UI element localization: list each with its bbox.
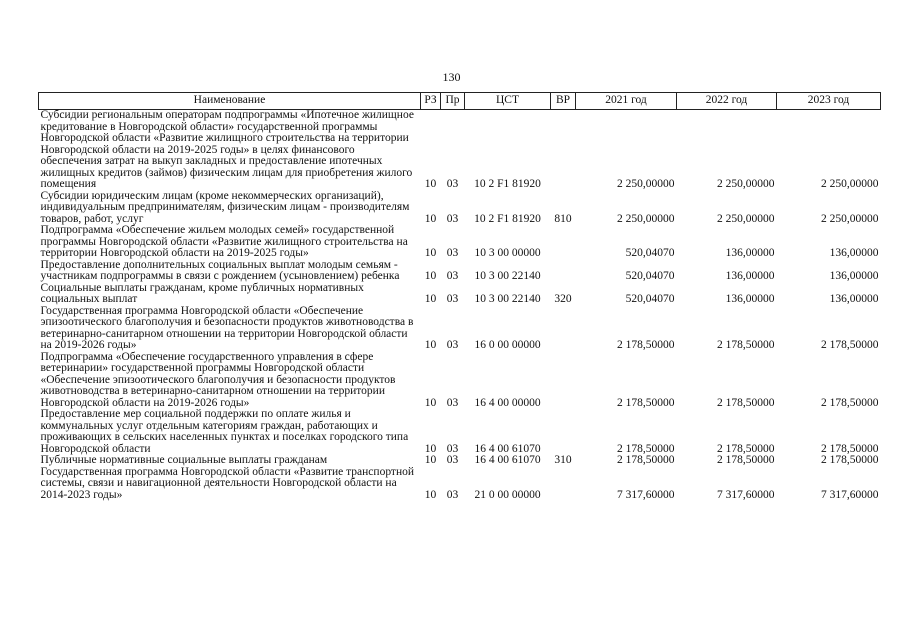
row-cst: 16 0 00 00000 bbox=[474, 339, 541, 351]
row-rz: 10 bbox=[424, 270, 437, 282]
row-2023: 2 250,00000 bbox=[821, 178, 879, 190]
table-row bbox=[39, 191, 881, 226]
row-name: Субсидии региональным операторам подпрограммы «Ипотечное жилищное кредитование в Новгородской области» государственной программы Новгородской области «Развитие жилищного строительства на территории Новгородской области на 2019-2025 годы» в целях финансового обеспечения затрат на выкуп закладных и предоставление ипотечных жилищных кредитов (займов) физическим лицам для приобретения жилого помещения bbox=[40, 109, 414, 190]
row-2022: 2 250,00000 bbox=[717, 178, 775, 190]
row-pr: 03 bbox=[446, 212, 459, 225]
table-row bbox=[39, 110, 881, 191]
row-2022: 7 317,60000 bbox=[717, 488, 775, 501]
row-name: Государственная программа Новгородской области «Развитие транспортной системы, связи и навигационной деятельности Новгородской области на 2014-2023 годы» bbox=[40, 465, 415, 501]
col-header-2022: 2022 год bbox=[677, 93, 777, 110]
row-rz: 10 bbox=[424, 247, 437, 259]
row-vr bbox=[551, 306, 576, 352]
col-header-vr: ВР bbox=[551, 93, 576, 110]
row-pr: 03 bbox=[446, 396, 459, 409]
row-2023: 136,00000 bbox=[829, 247, 879, 259]
row-2023: 136,00000 bbox=[829, 270, 879, 282]
row-rz: 10 bbox=[424, 442, 437, 455]
row-cst: 16 4 00 61070 bbox=[474, 442, 541, 455]
row-2022: 136,00000 bbox=[725, 293, 775, 305]
row-rz: 10 bbox=[424, 293, 437, 305]
row-cst: 10 2 F1 81920 bbox=[474, 212, 541, 225]
table-row bbox=[39, 352, 881, 410]
row-vr bbox=[551, 467, 576, 502]
row-vr: 320 bbox=[554, 293, 572, 305]
row-name: Социальные выплаты гражданам, кроме публичных нормативных социальных выплат bbox=[40, 281, 364, 305]
row-2023: 2 178,50000 bbox=[821, 396, 879, 409]
row-2022: 2 178,50000 bbox=[717, 454, 775, 466]
row-2021: 520,04070 bbox=[625, 270, 675, 282]
row-pr: 03 bbox=[446, 293, 459, 305]
row-2022: 136,00000 bbox=[725, 247, 775, 259]
row-pr: 03 bbox=[446, 270, 459, 282]
row-pr: 03 bbox=[446, 247, 459, 259]
row-name: Подпрограмма «Обеспечение государственного управления в сфере ветеринарии» государственной программы Новгородской области «Обеспечение эпизоотического благополучия и безопасности продуктов животноводства в ветеринарно-санитарном отношении на территории Новгородской области на 2019-2026 годы» bbox=[40, 350, 396, 409]
row-2021: 2 250,00000 bbox=[617, 178, 675, 190]
row-2021: 2 178,50000 bbox=[617, 442, 675, 455]
row-rz: 10 bbox=[424, 396, 437, 409]
row-vr bbox=[551, 225, 576, 260]
table-row bbox=[39, 455, 881, 467]
row-vr bbox=[551, 260, 576, 283]
row-rz: 10 bbox=[424, 178, 437, 190]
row-2023: 7 317,60000 bbox=[821, 488, 879, 501]
row-pr: 03 bbox=[446, 454, 459, 466]
row-cst: 10 3 00 22140 bbox=[474, 293, 541, 305]
row-vr bbox=[551, 110, 576, 191]
col-header-pr: Пр bbox=[441, 93, 465, 110]
row-pr: 03 bbox=[446, 442, 459, 455]
col-header-cst: ЦСТ bbox=[465, 93, 551, 110]
row-2022: 2 250,00000 bbox=[717, 212, 775, 225]
header-row bbox=[39, 93, 881, 110]
table-row bbox=[39, 225, 881, 260]
col-header-rz: РЗ bbox=[421, 93, 441, 110]
row-2023: 2 178,50000 bbox=[821, 454, 879, 466]
row-vr: 310 bbox=[554, 454, 572, 466]
row-cst: 10 3 00 22140 bbox=[474, 270, 541, 282]
col-header-2023: 2023 год bbox=[777, 93, 881, 110]
row-name: Предоставление дополнительных социальных выплат молодым семьям - участникам подпрограммы в связи с рождением (усыновлением) ребенка bbox=[40, 258, 400, 282]
row-vr: 810 bbox=[554, 212, 572, 225]
row-2022: 136,00000 bbox=[725, 270, 775, 282]
row-name: Государственная программа Новгородской области «Обеспечение эпизоотического благополучия и безопасности продуктов животноводства в ветеринарно-санитарном отношении на территории Новгородской области на 2019-2026 годы» bbox=[40, 304, 414, 351]
row-rz: 10 bbox=[424, 488, 437, 501]
row-rz: 10 bbox=[424, 339, 437, 351]
table-row bbox=[39, 283, 881, 306]
row-2023: 2 250,00000 bbox=[821, 212, 879, 225]
row-pr: 03 bbox=[446, 488, 459, 501]
row-name: Предоставление мер социальной поддержки по оплате жилья и коммунальных услуг отдельным категориям граждан, работающих и проживающих в сельских населенных пунктах и поселках городского типа Новгородской области bbox=[40, 408, 409, 455]
row-2021: 520,04070 bbox=[625, 293, 675, 305]
budget-table bbox=[38, 92, 881, 501]
row-cst: 16 4 00 00000 bbox=[474, 396, 541, 409]
row-cst: 21 0 00 00000 bbox=[474, 488, 541, 501]
row-2023: 2 178,50000 bbox=[821, 442, 879, 455]
row-cst: 10 2 F1 81920 bbox=[474, 178, 541, 190]
row-2021: 520,04070 bbox=[625, 247, 675, 259]
row-vr bbox=[551, 352, 576, 410]
row-pr: 03 bbox=[446, 178, 459, 190]
table-row bbox=[39, 467, 881, 502]
row-rz: 10 bbox=[424, 454, 437, 466]
row-2021: 2 178,50000 bbox=[617, 339, 675, 351]
row-2022: 2 178,50000 bbox=[717, 339, 775, 351]
table-row bbox=[39, 409, 881, 455]
row-vr bbox=[551, 409, 576, 455]
row-2021: 2 250,00000 bbox=[617, 212, 675, 225]
row-cst: 10 3 00 00000 bbox=[474, 247, 541, 259]
row-2022: 2 178,50000 bbox=[717, 396, 775, 409]
row-2021: 2 178,50000 bbox=[617, 396, 675, 409]
row-cst: 16 4 00 61070 bbox=[474, 454, 541, 466]
row-2023: 2 178,50000 bbox=[821, 339, 879, 351]
row-2023: 136,00000 bbox=[829, 293, 879, 305]
page-number: 130 bbox=[442, 70, 461, 84]
row-2021: 7 317,60000 bbox=[617, 488, 675, 501]
row-rz: 10 bbox=[424, 212, 437, 225]
row-pr: 03 bbox=[446, 339, 459, 351]
col-header-name: Наименование bbox=[39, 93, 421, 110]
row-2022: 2 178,50000 bbox=[717, 442, 775, 455]
row-name: Субсидии юридическим лицам (кроме некоммерческих организаций), индивидуальным предпринимателям, физическим лицам - производителям товаров, работ, услуг bbox=[40, 189, 410, 225]
row-name: Подпрограмма «Обеспечение жильем молодых семей» государственной программы Новгородской области «Развитие жилищного строительства на территории Новгородской области на 2019-2025 годы» bbox=[40, 224, 408, 259]
col-header-2021: 2021 год bbox=[576, 93, 677, 110]
row-2021: 2 178,50000 bbox=[617, 454, 675, 466]
table-row bbox=[39, 306, 881, 352]
row-name: Публичные нормативные социальные выплаты гражданам bbox=[40, 454, 328, 466]
table-row bbox=[39, 260, 881, 283]
